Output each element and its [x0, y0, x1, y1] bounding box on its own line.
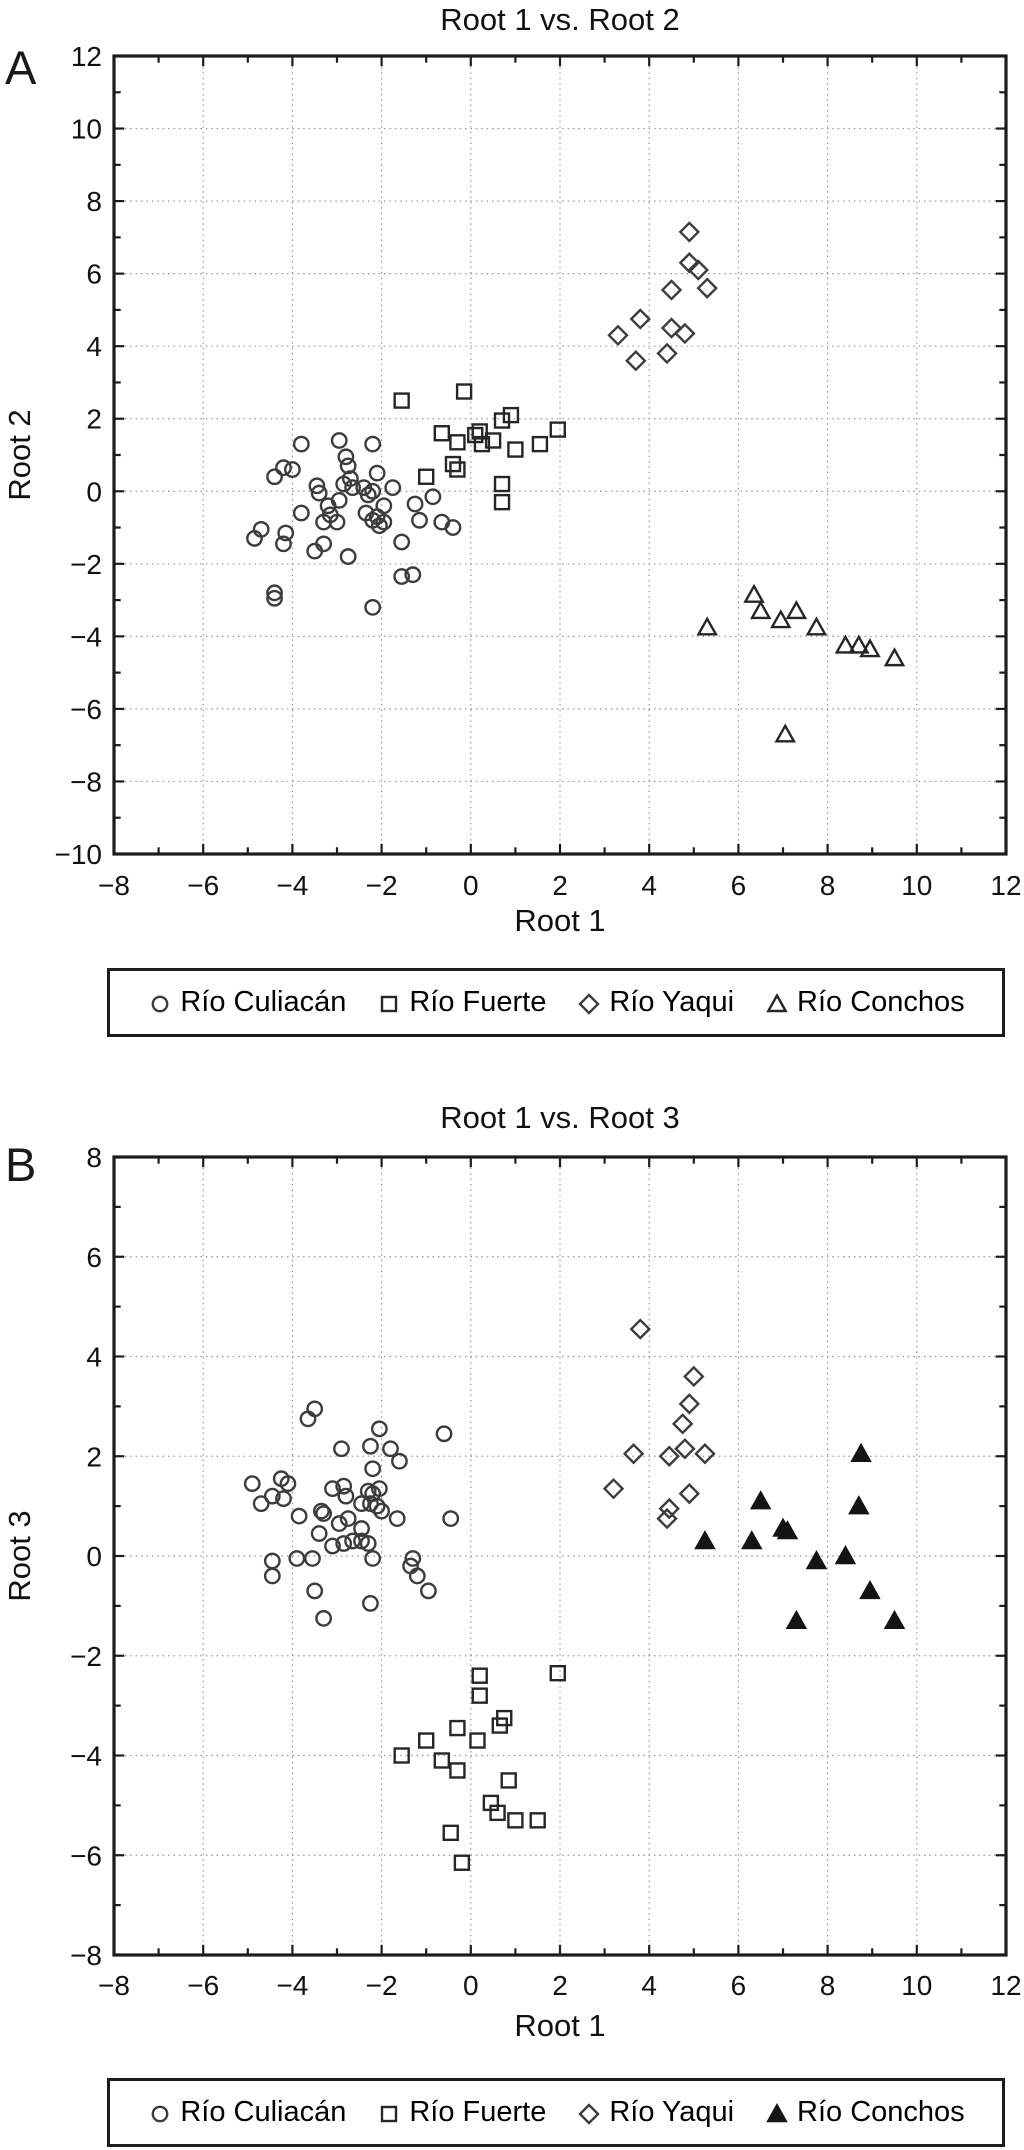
x-tick-label: −8 [98, 870, 130, 901]
marker-diamond [658, 344, 676, 362]
y-tick-label: 6 [86, 1241, 102, 1273]
circle-icon [147, 990, 173, 1016]
chart-b-legend-box [107, 2078, 1005, 2147]
marker-circle [408, 497, 422, 511]
marker-square [551, 1666, 565, 1680]
marker-circle [305, 1551, 319, 1565]
legend-item-r-o-yaqui [576, 2096, 734, 2129]
y-tick-label: 10 [70, 113, 102, 145]
series-r-o-conchos [698, 586, 903, 741]
marker-diamond [609, 326, 627, 344]
marker-circle [365, 600, 379, 614]
chart-b-plot-area [0, 1090, 1024, 2050]
square-icon [376, 990, 402, 1016]
marker-square [470, 1734, 484, 1748]
x-tick-label: 4 [641, 1970, 657, 2001]
marker-square [450, 463, 464, 477]
marker-circle [334, 1442, 348, 1456]
x-tick-label: 10 [901, 1970, 933, 2001]
marker-diamond [698, 279, 716, 297]
marker-diamond [680, 1395, 698, 1413]
chart-a-plot-area [0, 0, 1024, 960]
x-tick-label: 10 [901, 870, 933, 901]
marker-square [444, 1826, 458, 1840]
marker-triangle-open [772, 612, 789, 628]
marker-circle [294, 506, 308, 520]
marker-circle [245, 1476, 259, 1490]
triangle-open-icon [764, 990, 790, 1016]
marker-circle [267, 470, 281, 484]
series-r-o-fuerte [395, 385, 565, 510]
series-r-o-yaqui [609, 223, 716, 370]
marker-triangle-filled [861, 1582, 878, 1598]
marker-circle [365, 1551, 379, 1565]
chart-a-legend-box [107, 968, 1005, 1037]
x-axis-label: Root 1 [514, 903, 606, 938]
marker-triangle-filled [788, 1612, 805, 1628]
marker-diamond [674, 1415, 692, 1433]
marker-circle [392, 1454, 406, 1468]
x-axis-label: Root 1 [514, 2008, 606, 2043]
marker-triangle-open [886, 650, 903, 666]
marker-square [395, 394, 409, 408]
marker-circle [290, 1551, 304, 1565]
marker-square [382, 2107, 396, 2121]
marker-square [473, 1689, 487, 1703]
x-tick-label: 4 [641, 870, 657, 901]
marker-square [495, 495, 509, 509]
y-tick-label: 0 [86, 476, 102, 508]
y-tick-label: 12 [70, 41, 102, 72]
y-tick-label: −8 [70, 1940, 102, 1971]
legend-item-r-o-fuerte [376, 986, 546, 1019]
marker-square [435, 426, 449, 440]
marker-circle [312, 1526, 326, 1540]
marker-diamond [605, 1480, 623, 1498]
legend-item-r-o-culiac-n [147, 986, 346, 1019]
x-tick-label: −6 [187, 1970, 220, 2001]
triangle-filled-icon [764, 2100, 790, 2126]
chart-a-title: Root 1 vs. Root 2 [440, 2, 680, 37]
diamond-icon [576, 2100, 602, 2126]
marker-square [504, 408, 518, 422]
marker-square [446, 457, 460, 471]
y-tick-label: −6 [70, 1840, 102, 1872]
legend-item-r-o-conchos [764, 2096, 965, 2129]
marker-circle [308, 1584, 322, 1598]
marker-circle [294, 437, 308, 451]
marker-circle [285, 462, 299, 476]
y-tick-label: 4 [86, 331, 102, 363]
marker-square [419, 470, 433, 484]
marker-circle [332, 433, 346, 447]
marker-diamond [627, 352, 645, 370]
x-tick-label: 12 [990, 1970, 1022, 2001]
marker-diamond [625, 1445, 643, 1463]
marker-triangle-open [698, 619, 715, 635]
y-tick-label: −10 [54, 839, 102, 870]
marker-circle [292, 1509, 306, 1523]
marker-circle [339, 1489, 353, 1503]
marker-square [419, 1734, 433, 1748]
y-tick-label: 4 [86, 1341, 102, 1373]
panel-b-letter: B [5, 1138, 37, 1191]
marker-circle [153, 2106, 167, 2120]
legend-label: Río Conchos [797, 986, 965, 1018]
marker-triangle-open [788, 602, 805, 618]
marker-circle [363, 1439, 377, 1453]
marker-circle [372, 1422, 386, 1436]
diamond-icon [576, 990, 602, 1016]
square-icon [376, 2100, 402, 2126]
y-tick-label: 8 [86, 1142, 102, 1173]
marker-diamond [580, 995, 598, 1013]
y-tick-label: 2 [86, 403, 102, 435]
marker-circle [386, 480, 400, 494]
marker-square [450, 1721, 464, 1735]
marker-triangle-filled [850, 1498, 867, 1514]
marker-circle [365, 1462, 379, 1476]
x-tick-label: 0 [463, 1970, 479, 2001]
marker-triangle-filled [808, 1552, 825, 1568]
marker-square [551, 423, 565, 437]
marker-triangle-open [808, 619, 825, 635]
x-tick-label: −4 [276, 870, 309, 901]
marker-square [382, 997, 396, 1011]
marker-triangle-filled [696, 1533, 713, 1549]
y-tick-label: 0 [86, 1541, 102, 1572]
marker-circle [365, 484, 379, 498]
chart-b-title: Root 1 vs. Root 3 [440, 1100, 680, 1135]
marker-circle [316, 1611, 330, 1625]
marker-diamond [680, 223, 698, 241]
marker-circle [365, 437, 379, 451]
x-tick-label: 2 [552, 870, 568, 901]
legend-item-r-o-fuerte [376, 2096, 546, 2129]
marker-circle [341, 549, 355, 563]
marker-square [455, 1856, 469, 1870]
marker-triangle-filled [837, 1548, 854, 1564]
series-r-o-culiac-n [247, 433, 460, 614]
marker-triangle-open [752, 602, 769, 618]
marker-triangle-filled [768, 2105, 785, 2121]
x-tick-label: 12 [990, 870, 1022, 901]
marker-triangle-filled [886, 1612, 903, 1628]
marker-square [435, 1753, 449, 1767]
x-tick-label: 8 [819, 870, 836, 901]
marker-triangle-filled [752, 1493, 769, 1509]
y-tick-label: 2 [86, 1441, 102, 1473]
marker-circle [437, 1427, 451, 1441]
marker-circle [153, 996, 167, 1010]
marker-square [450, 435, 464, 449]
marker-square [531, 1813, 545, 1827]
marker-triangle-filled [852, 1445, 869, 1461]
series-r-o-yaqui [605, 1320, 714, 1528]
marker-circle [390, 1511, 404, 1525]
circle-icon [147, 2100, 173, 2126]
series-r-o-conchos [696, 1445, 903, 1628]
marker-diamond [680, 1485, 698, 1503]
marker-circle [265, 1569, 279, 1583]
marker-circle [254, 1496, 268, 1510]
marker-diamond [663, 281, 681, 299]
legend-label: Río Yaqui [609, 2096, 735, 2128]
legend-label: Río Culiacán [180, 2096, 347, 2128]
marker-diamond [685, 1367, 703, 1385]
marker-diamond [696, 1445, 714, 1463]
legend-label: Río Yaqui [609, 986, 735, 1018]
x-tick-label: 0 [463, 870, 479, 901]
y-tick-label: −2 [70, 1640, 102, 1672]
x-tick-label: 8 [819, 1970, 836, 2001]
x-tick-label: 2 [552, 1970, 568, 2001]
x-tick-label: 6 [730, 870, 747, 901]
marker-square [495, 477, 509, 491]
panel-a-letter: A [5, 41, 37, 94]
marker-diamond [580, 2105, 598, 2123]
x-tick-label: −6 [187, 870, 220, 901]
legend-label: Río Fuerte [409, 986, 547, 1018]
legend-label: Río Conchos [797, 2096, 965, 2128]
y-tick-label: 8 [86, 186, 102, 218]
y-tick-label: −2 [70, 548, 102, 580]
marker-square [508, 1813, 522, 1827]
legend-label: Río Culiacán [180, 986, 347, 1018]
y-tick-label: −4 [70, 621, 102, 653]
marker-diamond [631, 1320, 649, 1338]
marker-circle [265, 1554, 279, 1568]
y-tick-label: 6 [86, 258, 102, 290]
marker-triangle-filled [743, 1533, 760, 1549]
x-tick-label: −2 [365, 1970, 398, 2001]
marker-triangle-open [777, 726, 794, 742]
marker-square [508, 443, 522, 457]
y-tick-label: −8 [70, 766, 102, 798]
marker-square [495, 414, 509, 428]
marker-circle [444, 1511, 458, 1525]
legend-item-r-o-yaqui [576, 986, 734, 1019]
marker-circle [412, 513, 426, 527]
marker-triangle-open [768, 995, 785, 1011]
y-tick-label: −4 [70, 1740, 102, 1772]
marker-circle [377, 499, 391, 513]
marker-square [457, 385, 471, 399]
marker-circle [394, 535, 408, 549]
series-r-o-culiac-n [245, 1402, 458, 1626]
x-tick-label: −8 [98, 1970, 130, 2001]
y-tick-label: −6 [70, 693, 102, 725]
marker-circle [363, 1596, 377, 1610]
legend-item-r-o-conchos [764, 986, 965, 1019]
marker-square [450, 1763, 464, 1777]
marker-square [533, 437, 547, 451]
marker-circle [421, 1584, 435, 1598]
x-tick-label: 6 [730, 1970, 747, 2001]
x-tick-label: −2 [365, 870, 398, 901]
marker-triangle-open [745, 586, 762, 602]
series-r-o-fuerte [395, 1666, 565, 1870]
y-axis-label: Root 3 [2, 1510, 37, 1602]
x-tick-label: −4 [276, 1970, 309, 2001]
legend-item-r-o-culiac-n [147, 2096, 346, 2129]
y-axis-label: Root 2 [2, 409, 37, 501]
marker-square [473, 1669, 487, 1683]
marker-square [502, 1773, 516, 1787]
marker-diamond [631, 310, 649, 328]
legend-label: Río Fuerte [409, 2096, 547, 2128]
